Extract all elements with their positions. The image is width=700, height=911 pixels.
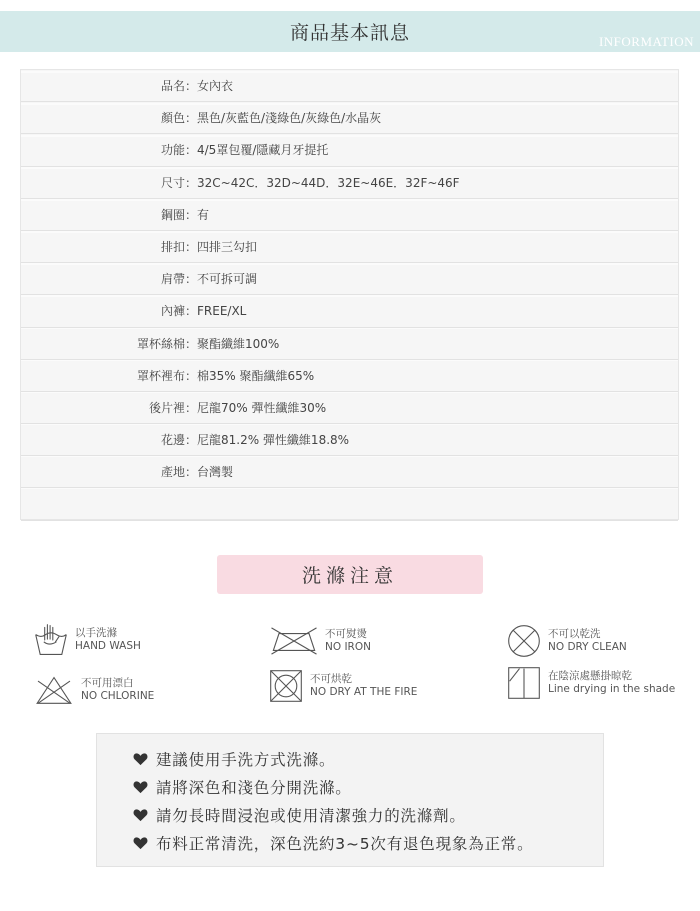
info-value: 棉35% 聚酯纖維65% bbox=[197, 368, 315, 383]
info-value: 黑色/灰藍色/淺綠色/灰綠色/水晶灰 bbox=[197, 111, 382, 126]
info-value: 不可拆可調 bbox=[197, 272, 258, 287]
info-row-function bbox=[21, 134, 678, 166]
info-value: 4/5罩包覆/隱藏月牙提托 bbox=[197, 143, 329, 158]
info-row-hooks bbox=[21, 231, 678, 263]
care-label-en: NO DRY AT THE FIRE bbox=[310, 686, 418, 698]
care-text bbox=[81, 677, 154, 703]
care-label-zh: 不可烘乾 bbox=[310, 673, 352, 685]
wash-tip-text: 請勿長時間浸泡或使用清潔強力的洗滌劑。 bbox=[156, 807, 466, 825]
info-colon: ： bbox=[185, 304, 198, 319]
care-text bbox=[75, 627, 141, 653]
info-label: 尺寸 bbox=[160, 175, 185, 190]
info-row-panty bbox=[21, 295, 678, 327]
care-label-zh: 不可熨燙 bbox=[325, 628, 367, 640]
care-text bbox=[548, 670, 675, 696]
care-text bbox=[548, 628, 627, 654]
heart-icon bbox=[133, 836, 148, 850]
info-row-origin bbox=[21, 456, 678, 488]
info-row-cup-padding bbox=[21, 328, 678, 360]
wash-tip bbox=[133, 773, 603, 801]
info-row-size bbox=[21, 167, 678, 199]
hand-wash-icon bbox=[33, 622, 69, 658]
care-label-zh: 在陰涼處懸掛晾乾 bbox=[548, 670, 632, 682]
info-value: FREE/XL bbox=[197, 303, 247, 318]
info-colon: ： bbox=[185, 465, 198, 480]
info-label: 內褲 bbox=[160, 304, 185, 319]
info-row-empty bbox=[21, 488, 678, 520]
care-item-hand-wash bbox=[33, 622, 141, 658]
care-item-no-tumble-dry bbox=[268, 668, 417, 704]
care-item-no-iron bbox=[269, 626, 371, 656]
info-colon: ： bbox=[185, 400, 198, 415]
no-tumble-dry-icon bbox=[268, 668, 304, 704]
info-value: 尼龍81.2% 彈性纖維18.8% bbox=[197, 433, 350, 448]
info-header-title: 商品基本訊息 bbox=[289, 22, 410, 44]
info-row-underwire bbox=[21, 199, 678, 231]
info-value: 女內衣 bbox=[197, 79, 234, 94]
care-item-line-dry-shade bbox=[506, 665, 675, 701]
info-colon: ： bbox=[185, 79, 198, 94]
info-colon: ： bbox=[185, 368, 198, 383]
info-header bbox=[0, 11, 700, 52]
heart-icon bbox=[133, 752, 148, 766]
info-colon: ： bbox=[185, 143, 198, 158]
care-label-zh: 以手洗滌 bbox=[75, 627, 117, 639]
care-label-en: Line drying in the shade bbox=[548, 683, 676, 695]
info-label: 罩杯絲棉 bbox=[136, 336, 185, 351]
heart-icon bbox=[133, 780, 148, 794]
product-info-table bbox=[20, 69, 679, 520]
care-label-en: NO IRON bbox=[325, 641, 371, 653]
care-label-zh: 不可用漂白 bbox=[81, 677, 134, 689]
wash-section-title: 洗滌注意 bbox=[217, 555, 483, 594]
wash-tip-text: 布料正常清洗，深色洗約3~5次有退色現象為正常。 bbox=[156, 835, 534, 853]
care-label-en: NO DRY CLEAN bbox=[548, 641, 627, 653]
info-row-lace bbox=[21, 424, 678, 456]
wash-tips-box bbox=[96, 733, 604, 867]
info-colon: ： bbox=[185, 336, 198, 351]
info-value: 聚酯纖維100% bbox=[197, 336, 280, 351]
info-row-back-lining bbox=[21, 392, 678, 424]
info-colon: ： bbox=[185, 111, 198, 126]
info-value: 台灣製 bbox=[197, 465, 234, 480]
info-label: 排扣 bbox=[160, 240, 185, 255]
info-value: 四排三勾扣 bbox=[197, 240, 258, 255]
info-row-straps bbox=[21, 263, 678, 295]
info-label: 肩帶 bbox=[160, 272, 185, 287]
info-label: 功能 bbox=[160, 143, 185, 158]
wash-tip bbox=[133, 745, 603, 773]
info-row-name bbox=[21, 70, 678, 102]
no-iron-icon bbox=[269, 626, 319, 656]
no-chlorine-icon bbox=[33, 674, 75, 706]
info-label: 花邊 bbox=[160, 433, 185, 448]
info-colon: ： bbox=[185, 433, 198, 448]
wash-tip bbox=[133, 801, 603, 829]
info-header-subtitle: INFORMATION bbox=[598, 34, 694, 49]
info-label: 產地 bbox=[160, 465, 185, 480]
wash-tip bbox=[133, 829, 603, 857]
care-text bbox=[325, 628, 371, 654]
info-label: 鋼圈 bbox=[160, 207, 185, 222]
care-label-zh: 不可以乾洗 bbox=[548, 628, 601, 640]
info-value: 有 bbox=[197, 207, 210, 222]
info-label: 罩杯裡布 bbox=[136, 368, 185, 383]
info-colon: ： bbox=[185, 207, 198, 222]
info-label: 品名 bbox=[160, 79, 185, 94]
info-row-cup-lining bbox=[21, 360, 678, 392]
info-label: 顏色 bbox=[160, 111, 185, 126]
info-colon: ： bbox=[185, 240, 198, 255]
no-dry-clean-icon bbox=[506, 623, 542, 659]
info-value: 32C~42C．32D~44D．32E~46E．32F~46F bbox=[197, 175, 460, 190]
care-label-en: HAND WASH bbox=[75, 640, 141, 652]
info-label: 後片裡 bbox=[148, 400, 185, 415]
info-value: 尼龍70% 彈性纖維30% bbox=[197, 400, 327, 415]
care-item-no-chlorine bbox=[33, 674, 154, 706]
care-text bbox=[310, 673, 417, 699]
wash-tip-text: 建議使用手洗方式洗滌。 bbox=[156, 751, 336, 769]
care-label-en: NO CHLORINE bbox=[81, 690, 155, 702]
info-colon: ： bbox=[185, 272, 198, 287]
heart-icon bbox=[133, 808, 148, 822]
wash-tip-text: 請將深色和淺色分開洗滌。 bbox=[156, 779, 352, 797]
line-dry-shade-icon bbox=[506, 665, 542, 701]
info-colon: ： bbox=[185, 175, 198, 190]
care-item-no-dry-clean bbox=[506, 623, 627, 659]
info-row-color bbox=[21, 102, 678, 134]
